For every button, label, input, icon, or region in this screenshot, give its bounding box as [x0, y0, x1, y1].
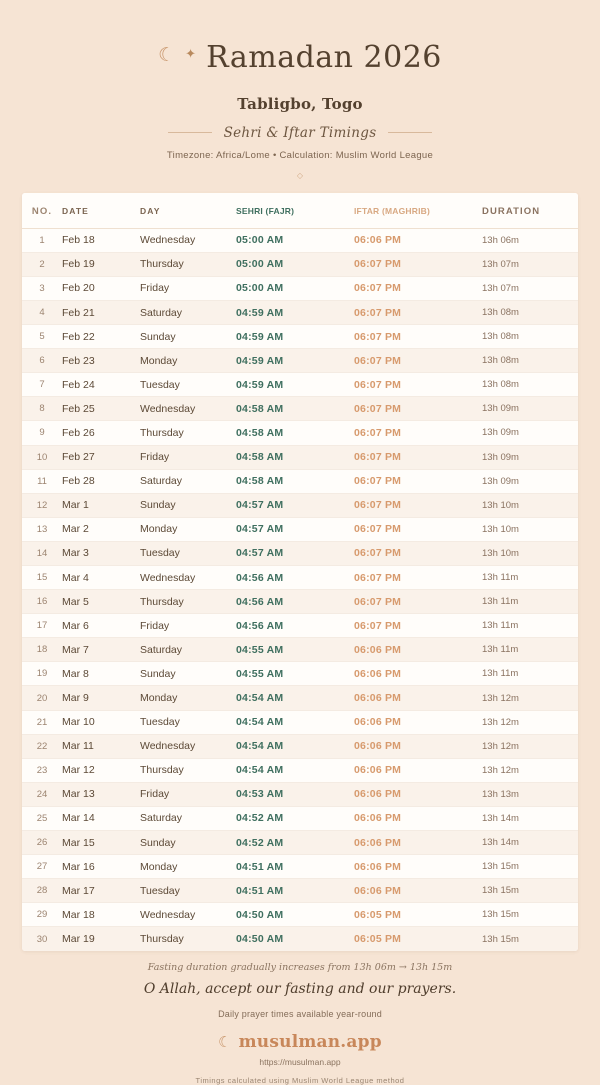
cell-date: Mar 15	[62, 831, 140, 855]
cell-duration: 13h 13m	[482, 782, 578, 806]
table-row	[22, 638, 578, 662]
cell-iftar: 06:06 PM	[354, 638, 482, 662]
cell-sehri: 04:56 AM	[236, 590, 354, 614]
cell-no: 18	[22, 638, 62, 662]
table-row	[22, 782, 578, 806]
cell-date: Mar 16	[62, 855, 140, 879]
dua-text: O Allah, accept our fasting and our prayers.	[143, 981, 457, 997]
column-header-day: DAY	[140, 193, 236, 229]
cell-day: Friday	[140, 782, 236, 806]
table-row	[22, 806, 578, 830]
cell-day: Friday	[140, 276, 236, 300]
cell-date: Mar 9	[62, 686, 140, 710]
page-title: Ramadan 2026	[206, 40, 442, 76]
cell-duration: 13h 12m	[482, 686, 578, 710]
cell-duration: 13h 09m	[482, 397, 578, 421]
cell-sehri: 04:58 AM	[236, 469, 354, 493]
cell-duration: 13h 09m	[482, 445, 578, 469]
cell-day: Tuesday	[140, 710, 236, 734]
cell-iftar: 06:06 PM	[354, 879, 482, 903]
cell-duration: 13h 10m	[482, 541, 578, 565]
cell-iftar: 06:05 PM	[354, 927, 482, 951]
cell-iftar: 06:07 PM	[354, 300, 482, 324]
table-row	[22, 493, 578, 517]
cell-date: Mar 7	[62, 638, 140, 662]
cell-day: Sunday	[140, 325, 236, 349]
cell-no: 12	[22, 493, 62, 517]
cell-iftar: 06:07 PM	[354, 252, 482, 276]
cell-no: 7	[22, 373, 62, 397]
cell-duration: 13h 11m	[482, 638, 578, 662]
cell-sehri: 04:57 AM	[236, 517, 354, 541]
table-row	[22, 903, 578, 927]
cell-no: 8	[22, 397, 62, 421]
cell-date: Mar 4	[62, 566, 140, 590]
cell-date: Feb 28	[62, 469, 140, 493]
cell-duration: 13h 12m	[482, 758, 578, 782]
cell-no: 2	[22, 252, 62, 276]
cell-duration: 13h 12m	[482, 734, 578, 758]
cell-day: Thursday	[140, 590, 236, 614]
divider-right	[388, 132, 432, 133]
cell-sehri: 04:59 AM	[236, 373, 354, 397]
cell-sehri: 04:51 AM	[236, 879, 354, 903]
cell-no: 1	[22, 228, 62, 252]
cell-sehri: 04:58 AM	[236, 445, 354, 469]
cell-iftar: 06:06 PM	[354, 710, 482, 734]
cell-sehri: 05:00 AM	[236, 252, 354, 276]
cell-no: 14	[22, 541, 62, 565]
cell-sehri: 04:57 AM	[236, 541, 354, 565]
cell-sehri: 04:56 AM	[236, 614, 354, 638]
brand-crescent-moon-icon: ☾	[218, 1033, 232, 1051]
cell-no: 28	[22, 879, 62, 903]
cell-iftar: 06:06 PM	[354, 686, 482, 710]
cell-day: Monday	[140, 855, 236, 879]
table-row	[22, 686, 578, 710]
calculation-method-note: Timings calculated using Muslim World League method	[195, 1076, 405, 1085]
cell-duration: 13h 08m	[482, 300, 578, 324]
table-row	[22, 421, 578, 445]
cell-no: 16	[22, 590, 62, 614]
cell-day: Wednesday	[140, 228, 236, 252]
cell-date: Feb 22	[62, 325, 140, 349]
cell-date: Mar 2	[62, 517, 140, 541]
cell-day: Saturday	[140, 806, 236, 830]
cell-day: Saturday	[140, 638, 236, 662]
cell-date: Mar 5	[62, 590, 140, 614]
cell-duration: 13h 09m	[482, 421, 578, 445]
cell-iftar: 06:07 PM	[354, 469, 482, 493]
location-label: Tabligbo, Togo	[237, 94, 363, 113]
cell-date: Mar 10	[62, 710, 140, 734]
cell-duration: 13h 08m	[482, 349, 578, 373]
column-header-sehri: SEHRI (FAJR)	[236, 193, 354, 229]
cell-sehri: 04:59 AM	[236, 300, 354, 324]
cell-no: 20	[22, 686, 62, 710]
cell-iftar: 06:07 PM	[354, 566, 482, 590]
title-row	[0, 22, 600, 94]
cell-iftar: 06:07 PM	[354, 445, 482, 469]
table-row	[22, 662, 578, 686]
brand-name[interactable]: musulman.app	[238, 1032, 382, 1052]
cell-duration: 13h 15m	[482, 855, 578, 879]
cell-day: Monday	[140, 686, 236, 710]
timings-table-card	[22, 193, 578, 951]
cell-date: Feb 25	[62, 397, 140, 421]
cell-iftar: 06:06 PM	[354, 758, 482, 782]
table-row	[22, 541, 578, 565]
cell-no: 30	[22, 927, 62, 951]
cell-iftar: 06:06 PM	[354, 831, 482, 855]
divider-left	[168, 132, 212, 133]
cell-no: 5	[22, 325, 62, 349]
cell-day: Sunday	[140, 831, 236, 855]
cell-no: 13	[22, 517, 62, 541]
cell-duration: 13h 12m	[482, 710, 578, 734]
cell-duration: 13h 11m	[482, 590, 578, 614]
cell-duration: 13h 11m	[482, 614, 578, 638]
page-header	[0, 0, 600, 180]
column-header-no: NO.	[22, 193, 62, 229]
page-subtitle: Sehri & Iftar Timings	[223, 124, 377, 141]
cell-iftar: 06:07 PM	[354, 276, 482, 300]
cell-iftar: 06:06 PM	[354, 662, 482, 686]
cell-day: Tuesday	[140, 373, 236, 397]
cell-duration: 13h 06m	[482, 228, 578, 252]
table-row	[22, 276, 578, 300]
table-row	[22, 927, 578, 951]
table-row	[22, 252, 578, 276]
table-row	[22, 758, 578, 782]
cell-date: Mar 6	[62, 614, 140, 638]
cell-no: 25	[22, 806, 62, 830]
cell-no: 26	[22, 831, 62, 855]
cell-sehri: 04:53 AM	[236, 782, 354, 806]
cell-no: 6	[22, 349, 62, 373]
availability-note: Daily prayer times available year-round	[218, 1009, 382, 1019]
cell-sehri: 04:59 AM	[236, 325, 354, 349]
cell-iftar: 06:07 PM	[354, 541, 482, 565]
cell-duration: 13h 07m	[482, 276, 578, 300]
table-row	[22, 469, 578, 493]
cell-day: Wednesday	[140, 397, 236, 421]
cell-iftar: 06:06 PM	[354, 782, 482, 806]
cell-duration: 13h 08m	[482, 373, 578, 397]
cell-duration: 13h 15m	[482, 879, 578, 903]
cell-sehri: 04:54 AM	[236, 734, 354, 758]
cell-no: 11	[22, 469, 62, 493]
cell-date: Mar 19	[62, 927, 140, 951]
cell-duration: 13h 11m	[482, 662, 578, 686]
cell-no: 21	[22, 710, 62, 734]
cell-date: Feb 26	[62, 421, 140, 445]
cell-iftar: 06:07 PM	[354, 517, 482, 541]
cell-sehri: 04:58 AM	[236, 421, 354, 445]
cell-no: 19	[22, 662, 62, 686]
table-row	[22, 228, 578, 252]
cell-duration: 13h 14m	[482, 806, 578, 830]
timezone-calculation-meta: Timezone: Africa/Lome • Calculation: Muslim World League	[166, 149, 434, 161]
cell-duration: 13h 07m	[482, 252, 578, 276]
cell-sehri: 04:51 AM	[236, 855, 354, 879]
cell-iftar: 06:06 PM	[354, 855, 482, 879]
cell-sehri: 04:54 AM	[236, 686, 354, 710]
cell-day: Tuesday	[140, 879, 236, 903]
cell-iftar: 06:07 PM	[354, 614, 482, 638]
cell-iftar: 06:06 PM	[354, 806, 482, 830]
cell-no: 27	[22, 855, 62, 879]
table-row	[22, 590, 578, 614]
cell-no: 29	[22, 903, 62, 927]
cell-sehri: 04:52 AM	[236, 831, 354, 855]
cell-sehri: 04:50 AM	[236, 927, 354, 951]
cell-day: Thursday	[140, 252, 236, 276]
cell-sehri: 04:55 AM	[236, 662, 354, 686]
table-row	[22, 325, 578, 349]
cell-date: Feb 20	[62, 276, 140, 300]
cell-sehri: 04:52 AM	[236, 806, 354, 830]
crescent-moon-icon: ☾	[158, 45, 176, 67]
cell-date: Feb 18	[62, 228, 140, 252]
cell-date: Mar 17	[62, 879, 140, 903]
cell-duration: 13h 09m	[482, 469, 578, 493]
cell-iftar: 06:07 PM	[354, 349, 482, 373]
cell-no: 23	[22, 758, 62, 782]
cell-sehri: 04:54 AM	[236, 710, 354, 734]
cell-day: Friday	[140, 445, 236, 469]
cell-day: Wednesday	[140, 734, 236, 758]
table-header-row	[22, 193, 578, 229]
cell-no: 17	[22, 614, 62, 638]
cell-duration: 13h 11m	[482, 566, 578, 590]
cell-day: Monday	[140, 517, 236, 541]
cell-day: Saturday	[140, 300, 236, 324]
cell-date: Mar 18	[62, 903, 140, 927]
cell-duration: 13h 10m	[482, 517, 578, 541]
cell-sehri: 04:57 AM	[236, 493, 354, 517]
cell-no: 9	[22, 421, 62, 445]
table-row	[22, 710, 578, 734]
cell-no: 3	[22, 276, 62, 300]
table-row	[22, 614, 578, 638]
table-row	[22, 445, 578, 469]
duration-note: Fasting duration gradually increases from 13h 06m → 13h 15m	[147, 962, 453, 973]
cell-date: Mar 1	[62, 493, 140, 517]
diamond-ornament-icon: ◇	[296, 170, 304, 180]
column-header-date: DATE	[62, 193, 140, 229]
cell-day: Wednesday	[140, 566, 236, 590]
table-row	[22, 349, 578, 373]
cell-iftar: 06:07 PM	[354, 493, 482, 517]
cell-no: 10	[22, 445, 62, 469]
table-row	[22, 373, 578, 397]
cell-date: Mar 3	[62, 541, 140, 565]
cell-date: Mar 11	[62, 734, 140, 758]
cell-sehri: 04:54 AM	[236, 758, 354, 782]
star-icon: ✦	[185, 46, 197, 62]
cell-day: Saturday	[140, 469, 236, 493]
cell-sehri: 04:58 AM	[236, 397, 354, 421]
cell-day: Tuesday	[140, 541, 236, 565]
cell-day: Sunday	[140, 493, 236, 517]
cell-iftar: 06:07 PM	[354, 325, 482, 349]
cell-date: Mar 13	[62, 782, 140, 806]
cell-no: 22	[22, 734, 62, 758]
cell-iftar: 06:07 PM	[354, 373, 482, 397]
cell-iftar: 06:06 PM	[354, 228, 482, 252]
cell-date: Feb 27	[62, 445, 140, 469]
table-row	[22, 855, 578, 879]
column-header-iftar: IFTAR (MAGHRIB)	[354, 193, 482, 229]
table-row	[22, 734, 578, 758]
table-header	[22, 193, 578, 229]
table-row	[22, 517, 578, 541]
timings-table	[22, 193, 578, 951]
table-row	[22, 831, 578, 855]
cell-iftar: 06:07 PM	[354, 590, 482, 614]
cell-sehri: 04:50 AM	[236, 903, 354, 927]
table-row	[22, 397, 578, 421]
cell-day: Thursday	[140, 758, 236, 782]
cell-duration: 13h 15m	[482, 903, 578, 927]
cell-sehri: 04:59 AM	[236, 349, 354, 373]
cell-no: 24	[22, 782, 62, 806]
cell-date: Mar 14	[62, 806, 140, 830]
cell-day: Thursday	[140, 421, 236, 445]
cell-day: Friday	[140, 614, 236, 638]
column-header-duration: DURATION	[482, 193, 578, 229]
cell-date: Mar 8	[62, 662, 140, 686]
brand-row[interactable]	[0, 1032, 600, 1052]
cell-day: Thursday	[140, 927, 236, 951]
cell-duration: 13h 08m	[482, 325, 578, 349]
table-body	[22, 228, 578, 951]
cell-iftar: 06:07 PM	[354, 397, 482, 421]
cell-duration: 13h 10m	[482, 493, 578, 517]
cell-duration: 13h 14m	[482, 831, 578, 855]
cell-date: Feb 21	[62, 300, 140, 324]
cell-iftar: 06:06 PM	[354, 734, 482, 758]
cell-sehri: 04:55 AM	[236, 638, 354, 662]
brand-url[interactable]: https://musulman.app	[259, 1057, 341, 1067]
cell-date: Mar 12	[62, 758, 140, 782]
cell-no: 15	[22, 566, 62, 590]
cell-sehri: 04:56 AM	[236, 566, 354, 590]
cell-iftar: 06:07 PM	[354, 421, 482, 445]
cell-day: Sunday	[140, 662, 236, 686]
table-row	[22, 300, 578, 324]
cell-date: Feb 23	[62, 349, 140, 373]
table-row	[22, 566, 578, 590]
subtitle-row	[0, 125, 600, 141]
page-footer	[0, 962, 600, 1085]
cell-duration: 13h 15m	[482, 927, 578, 951]
cell-date: Feb 24	[62, 373, 140, 397]
cell-day: Wednesday	[140, 903, 236, 927]
cell-sehri: 05:00 AM	[236, 276, 354, 300]
cell-sehri: 05:00 AM	[236, 228, 354, 252]
cell-date: Feb 19	[62, 252, 140, 276]
cell-iftar: 06:05 PM	[354, 903, 482, 927]
cell-day: Monday	[140, 349, 236, 373]
cell-no: 4	[22, 300, 62, 324]
table-row	[22, 879, 578, 903]
